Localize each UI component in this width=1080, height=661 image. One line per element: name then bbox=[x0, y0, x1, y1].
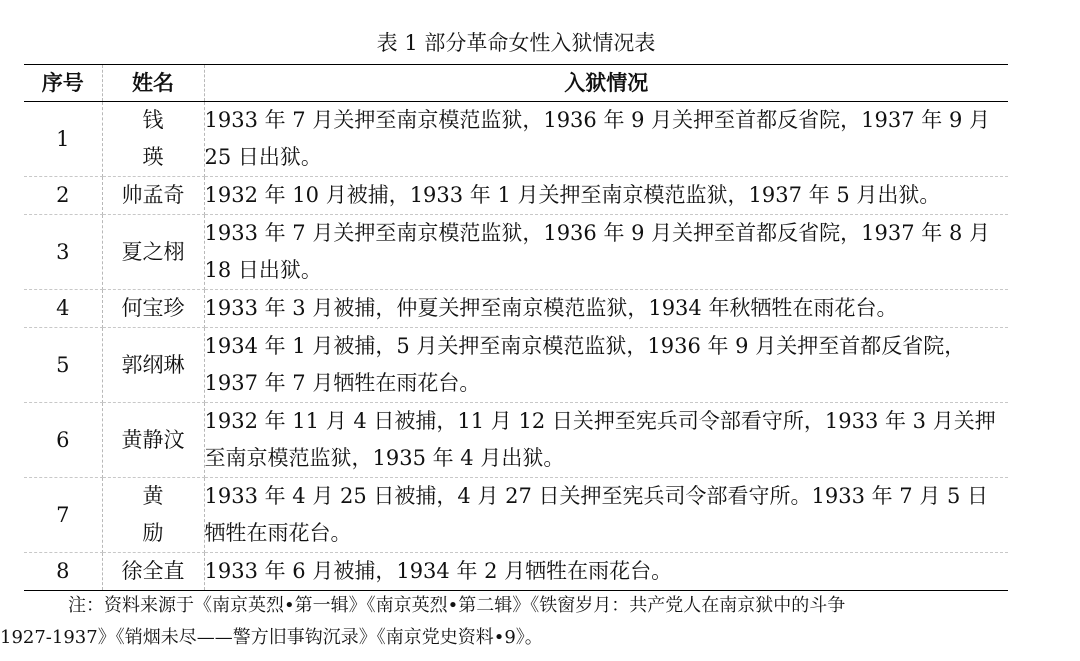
row-index: 1 bbox=[24, 102, 102, 177]
row-detail: 1933 年 3 月被捕，仲夏关押至南京模范监狱，1934 年秋牺牲在雨花台。 bbox=[204, 290, 1008, 328]
table-row bbox=[24, 328, 1008, 403]
row-detail: 1932 年 11 月 4 日被捕，11 月 12 日关押至宪兵司令部看守所，1933 年 3 月关押至南京模范监狱，1935 年 4 月出狱。 bbox=[204, 403, 1008, 478]
row-index: 5 bbox=[24, 328, 102, 403]
table-row bbox=[24, 177, 1008, 215]
row-index: 4 bbox=[24, 290, 102, 328]
row-detail: 1932 年 10 月被捕，1933 年 1 月关押至南京模范监狱，1937 年 5 月出狱。 bbox=[204, 177, 1008, 215]
prison-table bbox=[24, 64, 1008, 591]
row-index: 2 bbox=[24, 177, 102, 215]
row-name: 黄静汶 bbox=[102, 403, 204, 478]
row-name: 帅孟奇 bbox=[102, 177, 204, 215]
header-detail: 入狱情况 bbox=[204, 65, 1008, 102]
table-row bbox=[24, 290, 1008, 328]
table-row bbox=[24, 478, 1008, 553]
row-name: 钱瑛 bbox=[102, 102, 204, 177]
table-row bbox=[24, 102, 1008, 177]
row-name: 何宝珍 bbox=[102, 290, 204, 328]
table-row bbox=[24, 403, 1008, 478]
header-name: 姓名 bbox=[102, 65, 204, 102]
row-detail: 1934 年 1 月被捕，5 月关押至南京模范监狱，1936 年 9 月关押至首都反省院，1937 年 7 月牺牲在雨花台。 bbox=[204, 328, 1008, 403]
row-name: 徐全直 bbox=[102, 553, 204, 591]
row-detail: 1933 年 4 月 25 日被捕，4 月 27 日关押至宪兵司令部看守所。1933 年 7 月 5 日牺牲在雨花台。 bbox=[204, 478, 1008, 553]
row-name: 夏之栩 bbox=[102, 215, 204, 290]
table-row bbox=[24, 553, 1008, 591]
row-detail: 1933 年 7 月关押至南京模范监狱，1936 年 9 月关押至首都反省院，1937 年 8 月 18 日出狱。 bbox=[204, 215, 1008, 290]
row-index: 3 bbox=[24, 215, 102, 290]
header-index: 序号 bbox=[24, 65, 102, 102]
row-name: 郭纲琳 bbox=[102, 328, 204, 403]
row-index: 8 bbox=[24, 553, 102, 591]
row-detail: 1933 年 6 月被捕，1934 年 2 月牺牲在雨花台。 bbox=[204, 553, 1008, 591]
row-name: 黄励 bbox=[102, 478, 204, 553]
source-note bbox=[0, 590, 1014, 654]
source-note-line-2: 1927-1937》《销烟未尽——警方旧事钩沉录》《南京党史资料•9》。 bbox=[0, 627, 543, 648]
row-index: 7 bbox=[24, 478, 102, 553]
table-header-row bbox=[24, 65, 1008, 102]
table-row bbox=[24, 215, 1008, 290]
table-caption: 表 1 部分革命女性入狱情况表 bbox=[376, 31, 656, 55]
row-index: 6 bbox=[24, 403, 102, 478]
source-note-line-1: 注：资料来源于《南京英烈•第一辑》《南京英烈•第二辑》《铁窗岁月：共产党人在南京狱中的斗争 bbox=[68, 595, 846, 616]
row-detail: 1933 年 7 月关押至南京模范监狱，1936 年 9 月关押至首都反省院，1937 年 9 月 25 日出狱。 bbox=[204, 102, 1008, 177]
